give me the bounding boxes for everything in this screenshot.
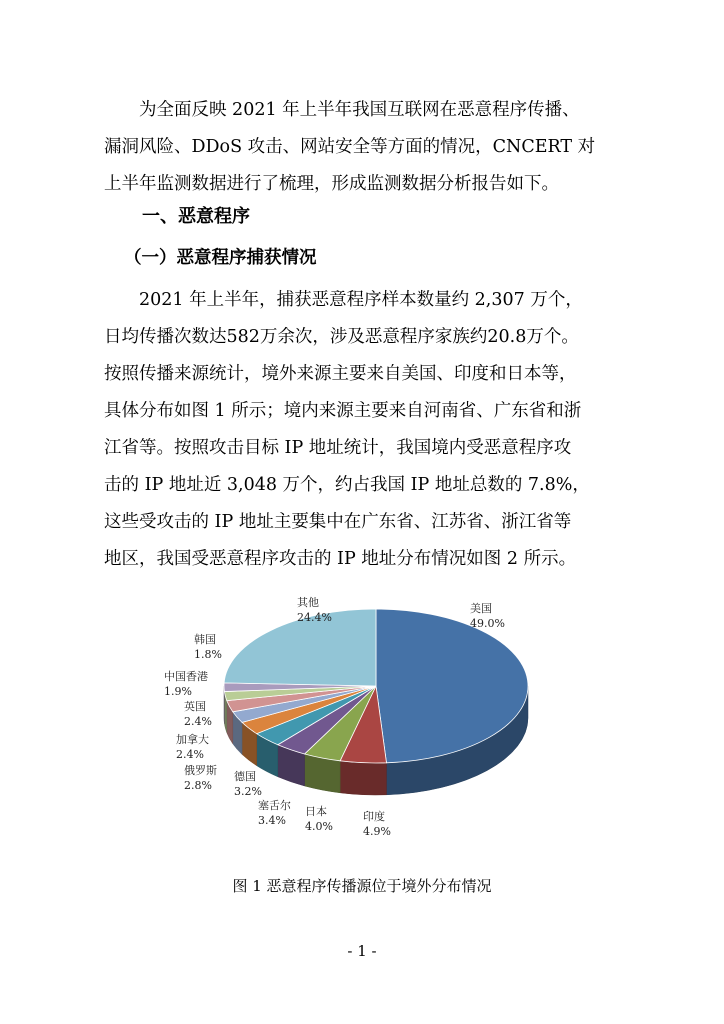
body-line: 这些受攻击的 IP 地址主要集中在广东省、江苏省、浙江省等 bbox=[104, 512, 572, 532]
slice-10-name-label: 其他 bbox=[297, 596, 319, 609]
pie-chart bbox=[150, 588, 570, 858]
slice-4-value-label: 3.2% bbox=[234, 785, 262, 798]
intro-line: 为全面反映 2021 年上半年我国互联网在恶意程序传播、 bbox=[139, 100, 580, 120]
slice-5-name-label: 俄罗斯 bbox=[184, 764, 217, 777]
slice-1-side bbox=[340, 761, 386, 795]
section-heading: 一、恶意程序 bbox=[142, 206, 250, 227]
slice-8-value-label: 1.9% bbox=[164, 685, 192, 698]
slice-6-value-label: 2.4% bbox=[176, 748, 204, 761]
body-line: 击的 IP 地址近 3,048 万个，约占我国 IP 地址总数的 7.8%， bbox=[104, 475, 590, 495]
page-number: - 1 - bbox=[347, 942, 377, 960]
slice-0-value-label: 49.0% bbox=[470, 617, 505, 630]
slice-6-name-label: 加拿大 bbox=[176, 733, 209, 746]
subsection-heading: （一）恶意程序捕获情况 bbox=[124, 248, 317, 268]
body-line: 日均传播次数达582万余次，涉及恶意程序家族约20.8万个。 bbox=[104, 327, 579, 347]
slice-7-name-label: 英国 bbox=[184, 700, 206, 713]
slice-4-name-label: 德国 bbox=[234, 770, 256, 783]
slice-7-value-label: 2.4% bbox=[184, 715, 212, 728]
slice-3-name-label: 塞舌尔 bbox=[258, 799, 291, 812]
body-line: 具体分布如图 1 所示；境内来源主要来自河南省、广东省和浙 bbox=[104, 401, 582, 421]
intro-paragraph bbox=[104, 92, 620, 203]
body-line: 江省等。按照攻击目标 IP 地址统计，我国境内受恶意程序攻 bbox=[104, 438, 572, 458]
slice-8-name-label: 中国香港 bbox=[164, 670, 208, 683]
slice-1-value-label: 4.9% bbox=[363, 825, 391, 838]
slice-10-value-label: 24.4% bbox=[297, 611, 332, 624]
slice-5-value-label: 2.8% bbox=[184, 779, 212, 792]
slice-2-name-label: 日本 bbox=[305, 805, 327, 818]
slice-9-value-label: 1.8% bbox=[194, 648, 222, 661]
slice-2-value-label: 4.0% bbox=[305, 820, 333, 833]
slice-3-value-label: 3.4% bbox=[258, 814, 286, 827]
body-line: 地区，我国受恶意程序攻击的 IP 地址分布情况如图 2 所示。 bbox=[104, 549, 577, 569]
slice-9-name-label: 韩国 bbox=[194, 633, 216, 646]
body-line: 2021 年上半年，捕获恶意程序样本数量约 2,307 万个， bbox=[139, 290, 583, 310]
slice-1-name-label: 印度 bbox=[363, 810, 385, 823]
intro-line: 上半年监测数据进行了梳理，形成监测数据分析报告如下。 bbox=[104, 174, 559, 194]
body-line: 按照传播来源统计，境外来源主要来自美国、印度和日本等， bbox=[104, 364, 577, 384]
intro-line: 漏洞风险、DDoS 攻击、网站安全等方面的情况，CNCERT 对 bbox=[104, 137, 596, 157]
body-paragraph bbox=[104, 282, 620, 578]
slice-0-name-label: 美国 bbox=[470, 602, 492, 615]
figure-caption: 图 1 恶意程序传播源位于境外分布情况 bbox=[232, 877, 492, 895]
